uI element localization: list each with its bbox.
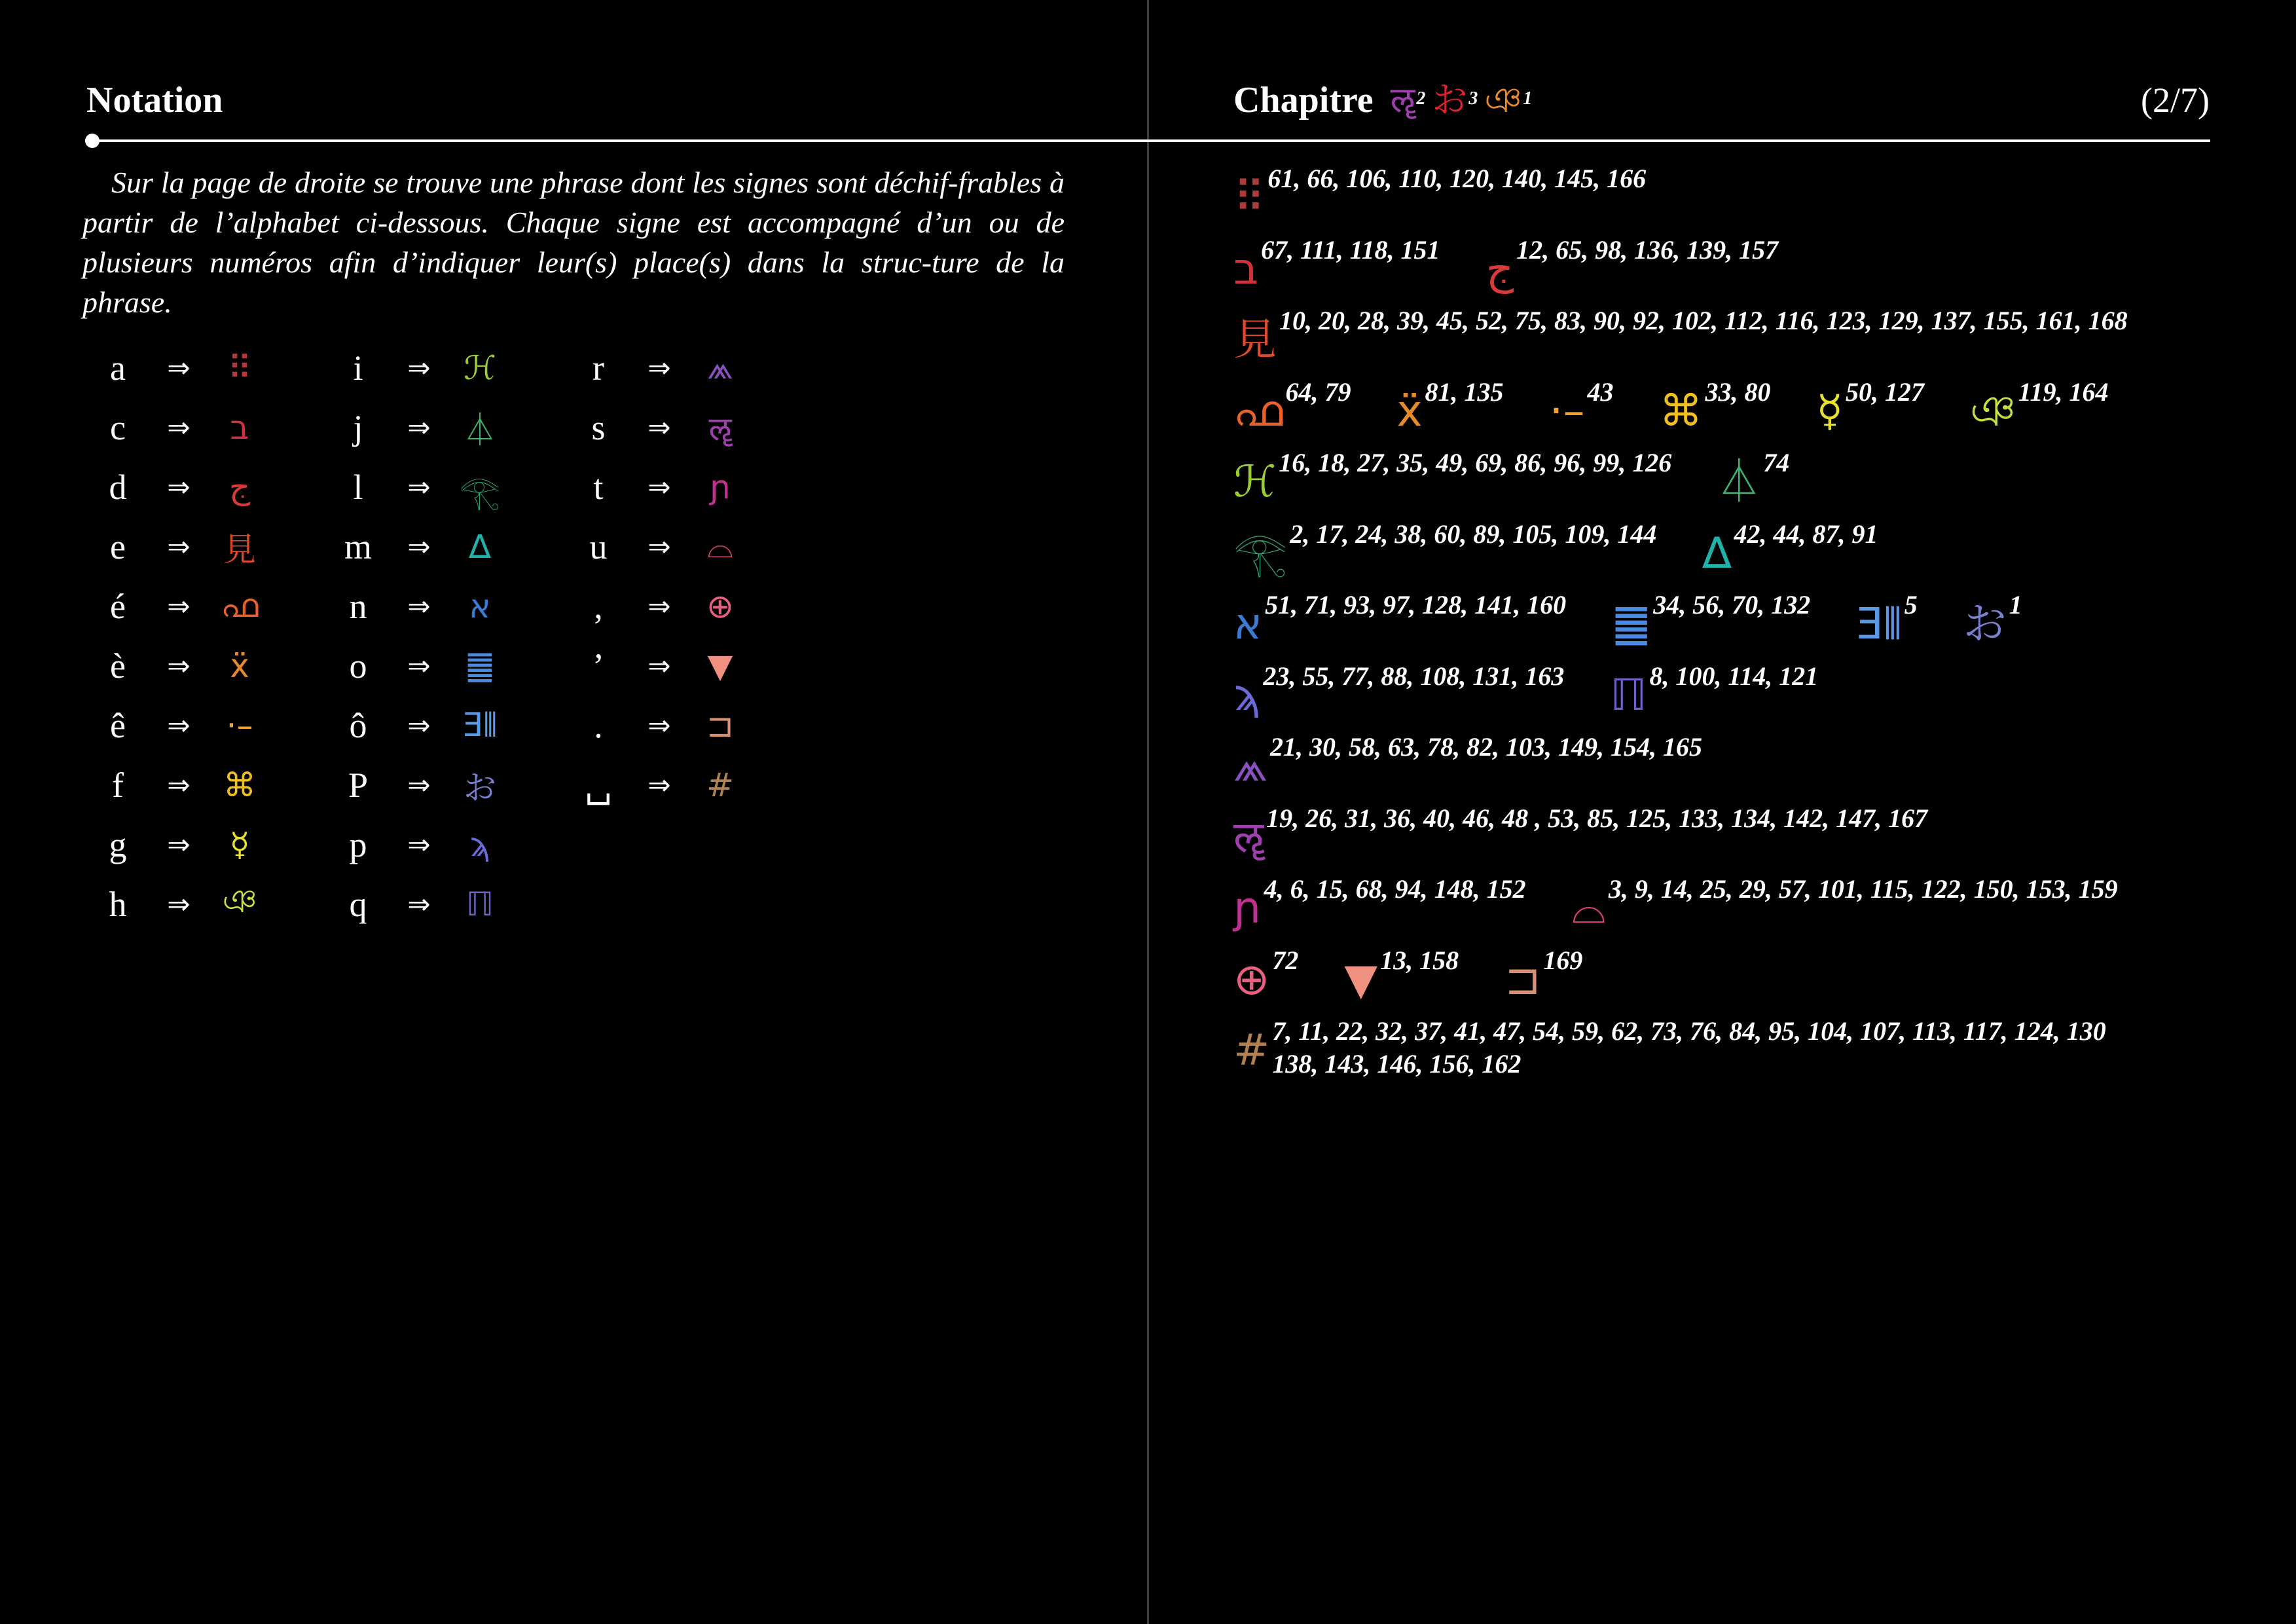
cipher-sign-icon: 𓂀 bbox=[1233, 527, 1288, 578]
arrow-icon: ⇒ bbox=[407, 411, 431, 443]
sign-positions: 50, 127 bbox=[1846, 377, 1925, 407]
cipher-sign-icon: ⌓ bbox=[1571, 883, 1606, 933]
index-entry bbox=[1817, 376, 1925, 437]
index-entry bbox=[1702, 518, 1878, 580]
index-row bbox=[1233, 447, 2215, 518]
arrow-icon: ⇒ bbox=[647, 471, 671, 503]
arrow-icon: ⇒ bbox=[407, 769, 431, 801]
alphabet-row bbox=[98, 874, 338, 934]
sign-positions: 5 bbox=[1904, 590, 1918, 619]
index-entry bbox=[1504, 944, 1582, 1006]
alphabet-letter: p bbox=[349, 824, 367, 864]
index-row bbox=[1233, 589, 2215, 660]
chapter-sign-icon: ঞ bbox=[1484, 79, 1522, 120]
alphabet-row bbox=[98, 457, 338, 517]
chapter-title: Chapitre bbox=[1233, 80, 1374, 120]
index-row bbox=[1233, 731, 2215, 802]
cipher-sign-icon: ⩕ bbox=[707, 348, 733, 386]
index-entry bbox=[1233, 234, 1440, 295]
sign-positions: 51, 71, 93, 97, 128, 141, 160 bbox=[1265, 590, 1567, 619]
index-entry bbox=[1233, 873, 1526, 934]
cipher-sign-icon: ঞ bbox=[1970, 385, 2016, 436]
alphabet-row bbox=[98, 397, 338, 457]
sign-positions: 61, 66, 106, 110, 120, 140, 145, 166 bbox=[1267, 164, 1647, 193]
cipher-sign-icon: ⌘ bbox=[1659, 385, 1703, 436]
arrow-icon: ⇒ bbox=[407, 352, 431, 384]
index-entry bbox=[1970, 376, 2109, 437]
chapter-signs bbox=[1391, 77, 1539, 130]
index-row bbox=[1233, 660, 2215, 731]
alphabet-letter: ô bbox=[349, 705, 367, 745]
cipher-sign-icon: ∆ bbox=[1702, 527, 1732, 578]
cipher-sign-icon: ɲ bbox=[1233, 883, 1262, 933]
index-entry bbox=[1717, 447, 1789, 508]
alphabet-letter: a bbox=[110, 348, 126, 388]
index-entry bbox=[1233, 944, 1298, 1006]
alphabet-letter: d bbox=[109, 467, 127, 507]
cipher-sign-icon: א bbox=[1233, 599, 1263, 649]
arrow-icon: ⇒ bbox=[647, 411, 671, 443]
sign-positions: 3, 9, 14, 25, 29, 57, 101, 115, 122, 150, 153, 159 bbox=[1608, 874, 2118, 904]
cipher-sign-icon: Ǝ⫴ bbox=[462, 706, 498, 744]
cipher-sign-icon: ẍ bbox=[1396, 385, 1423, 436]
alphabet-letter: r bbox=[592, 348, 604, 388]
cipher-sign-icon: ɲ bbox=[709, 468, 731, 506]
cipher-sign-icon: ϡ bbox=[1233, 669, 1261, 720]
cipher-sign-icon: お bbox=[1963, 599, 2007, 649]
cipher-sign-icon: ⠿ bbox=[227, 348, 252, 387]
index-entry bbox=[1233, 376, 1351, 437]
cipher-sign-icon: ⊕ bbox=[1233, 953, 1270, 1005]
alphabet-letter: s bbox=[591, 407, 606, 447]
alphabet-letter: o bbox=[349, 646, 367, 686]
sign-positions: 21, 30, 58, 63, 78, 82, 103, 149, 154, 165 bbox=[1270, 732, 1703, 762]
sign-positions: 7, 11, 22, 32, 37, 41, 47, 54, 59, 62, 73, 76, 84, 95, 104, 107, 113, 117, 124, 130 138, 143, 146, 156, 162 bbox=[1272, 1016, 2106, 1079]
sign-positions: 34, 56, 70, 132 bbox=[1653, 590, 1811, 619]
cipher-sign-icon: ☿ bbox=[229, 825, 250, 864]
cipher-sign-icon: ·– bbox=[226, 706, 253, 745]
index-entry bbox=[1660, 376, 1771, 437]
alphabet-row bbox=[338, 755, 579, 815]
rule-dot bbox=[85, 134, 100, 148]
alphabet-row bbox=[98, 636, 338, 695]
sign-positions: 42, 44, 87, 91 bbox=[1734, 519, 1878, 549]
arrow-icon: ⇒ bbox=[167, 769, 191, 801]
alphabet-letter: ␣ bbox=[585, 766, 612, 805]
index-entry bbox=[1856, 589, 1917, 650]
sign-positions: 23, 55, 77, 88, 108, 131, 163 bbox=[1263, 661, 1565, 691]
alphabet-letter: g bbox=[109, 824, 127, 864]
sign-positions: 13, 158 bbox=[1380, 945, 1459, 975]
alphabet-row bbox=[338, 338, 579, 397]
arrow-icon: ⇒ bbox=[407, 471, 431, 503]
index-entry bbox=[1233, 518, 1656, 580]
cipher-sign-icon: ䷀ bbox=[1612, 599, 1651, 649]
index-entry bbox=[1396, 376, 1503, 437]
arrow-icon: ⇒ bbox=[167, 590, 191, 622]
index-row bbox=[1233, 376, 2215, 447]
sign-positions: 72 bbox=[1272, 945, 1299, 975]
arrow-icon: ⇒ bbox=[407, 828, 431, 860]
header-rule bbox=[92, 139, 2210, 142]
cipher-sign-icon: ⠿ bbox=[1233, 172, 1266, 223]
alphabet-column bbox=[98, 338, 338, 934]
index-entry bbox=[1233, 589, 1566, 650]
cipher-sign-icon: ∆ bbox=[469, 527, 491, 566]
alphabet-letter: f bbox=[112, 765, 124, 805]
cipher-sign-icon: ב bbox=[230, 408, 249, 447]
index-row bbox=[1233, 802, 2215, 874]
alphabet-row bbox=[98, 338, 338, 397]
cipher-sign-icon: # bbox=[1233, 1025, 1270, 1075]
cipher-sign-icon: ⊕ bbox=[706, 587, 734, 625]
sign-positions: 19, 26, 31, 36, 40, 46, 48 , 53, 85, 125, 133, 134, 142, 147, 167 bbox=[1266, 803, 1928, 833]
cipher-sign-icon: ॡ bbox=[1233, 811, 1264, 862]
alphabet-letter: P bbox=[348, 765, 369, 805]
cipher-sign-icon: # bbox=[706, 766, 734, 804]
arrow-icon: ⇒ bbox=[167, 709, 191, 741]
chapter-sign-icon: お bbox=[1432, 79, 1468, 120]
index-entry bbox=[1963, 589, 2022, 650]
chapter-sign-count: 2 bbox=[1416, 88, 1426, 109]
sign-positions: 43 bbox=[1587, 377, 1614, 407]
cipher-sign-icon: ℿ bbox=[1610, 669, 1647, 720]
alphabet-row bbox=[338, 517, 579, 576]
cipher-sign-icon: ⊐ bbox=[1504, 953, 1541, 1005]
alphabet-column bbox=[338, 338, 579, 934]
cipher-sign-icon: ഫ bbox=[221, 587, 259, 625]
alphabet-row bbox=[579, 338, 819, 397]
index-entry bbox=[1233, 731, 1702, 792]
index-entry bbox=[1233, 304, 2128, 366]
chapter-sign-icon: ॡ bbox=[1390, 79, 1415, 120]
index-entry bbox=[1233, 660, 1564, 722]
alphabet-letter: e bbox=[110, 526, 126, 566]
alphabet-row bbox=[98, 755, 338, 815]
alphabet-letter: t bbox=[593, 467, 604, 507]
cipher-sign-icon: ॡ bbox=[708, 409, 732, 448]
cipher-sign-icon: ⌘ bbox=[223, 766, 256, 804]
sign-positions: 12, 65, 98, 136, 139, 157 bbox=[1516, 234, 1779, 265]
alphabet-letter: é bbox=[110, 586, 126, 626]
cipher-sign-icon: ▼ bbox=[1344, 953, 1378, 1005]
cipher-sign-icon: ϡ bbox=[469, 825, 490, 864]
sign-positions: 10, 20, 28, 39, 45, 52, 75, 83, 90, 92, 102, 112, 116, 123, 129, 137, 155, 161, 168 bbox=[1279, 306, 2128, 335]
cipher-sign-icon: お bbox=[464, 768, 496, 807]
alphabet-letter: è bbox=[110, 646, 126, 686]
sign-positions: 1 bbox=[2009, 590, 2022, 619]
arrow-icon: ⇒ bbox=[167, 828, 191, 860]
alphabet-letter: . bbox=[594, 705, 603, 745]
cipher-sign-icon: ഫ bbox=[1233, 385, 1283, 436]
sign-positions: 8, 100, 114, 121 bbox=[1649, 661, 1819, 691]
arrow-icon: ⇒ bbox=[167, 530, 191, 563]
arrow-icon: ⇒ bbox=[167, 650, 191, 682]
sign-positions: 74 bbox=[1763, 448, 1790, 477]
alphabet-row bbox=[338, 576, 579, 636]
index-entry bbox=[1486, 234, 1779, 295]
cipher-sign-icon: ঞ bbox=[222, 882, 257, 920]
arrow-icon: ⇒ bbox=[647, 769, 671, 801]
cipher-sign-icon: ج bbox=[228, 468, 251, 506]
cipher-sign-icon: 見 bbox=[1233, 314, 1277, 365]
alphabet-letter: n bbox=[349, 586, 367, 626]
arrow-icon: ⇒ bbox=[407, 709, 431, 741]
index-entry bbox=[1572, 873, 2118, 934]
arrow-icon: ⇒ bbox=[167, 352, 191, 384]
arrow-icon: ⇒ bbox=[647, 352, 671, 384]
arrow-icon: ⇒ bbox=[647, 590, 671, 622]
sign-positions: 2, 17, 24, 38, 60, 89, 105, 109, 144 bbox=[1290, 519, 1657, 549]
index-entry bbox=[1233, 802, 1927, 864]
left-page-title: Notation bbox=[86, 80, 223, 120]
index-row bbox=[1233, 162, 2215, 234]
alphabet-row bbox=[579, 517, 819, 576]
alphabet-letter: j bbox=[353, 407, 363, 447]
alphabet-row bbox=[338, 695, 579, 755]
index-row bbox=[1233, 518, 2215, 589]
alphabet-row bbox=[338, 815, 579, 874]
alphabet-letter: h bbox=[109, 884, 127, 924]
cipher-sign-icon: Ǝ⫴ bbox=[1856, 599, 1902, 649]
index-entry bbox=[1344, 944, 1459, 1006]
sign-positions: 33, 80 bbox=[1705, 377, 1771, 407]
sign-positions: 64, 79 bbox=[1285, 377, 1351, 407]
sign-positions: 16, 18, 27, 35, 49, 69, 86, 96, 99, 126 bbox=[1279, 448, 1672, 477]
alphabet-row bbox=[579, 576, 819, 636]
index-entry bbox=[1233, 447, 1671, 508]
alphabet-letter: u bbox=[589, 526, 608, 566]
cipher-sign-icon: א bbox=[469, 587, 491, 625]
sign-positions: 169 bbox=[1543, 945, 1583, 975]
index-entry bbox=[1610, 660, 1818, 722]
arrow-icon: ⇒ bbox=[407, 590, 431, 622]
alphabet-row bbox=[98, 576, 338, 636]
cipher-sign-icon: ℋ bbox=[1233, 456, 1277, 507]
alphabet-letter: ’ bbox=[592, 646, 604, 686]
alphabet-row bbox=[338, 397, 579, 457]
chapter-header bbox=[1233, 77, 1539, 130]
arrow-icon: ⇒ bbox=[647, 530, 671, 563]
alphabet-letter: ê bbox=[110, 705, 126, 745]
alphabet-letter: c bbox=[110, 407, 126, 447]
arrow-icon: ⇒ bbox=[407, 530, 431, 563]
cipher-sign-icon: 見 bbox=[223, 530, 256, 568]
intro-paragraph: Sur la page de droite se trouve une phrase dont les signes sont déchif-frables à partir de l’alphabet ci-dessous. Chaque signe est accompagné d’un ou de plusieurs numéros afin d’indiquer leur(s) place(s) dans la struc-ture de la phrase. bbox=[82, 166, 1065, 319]
cipher-sign-icon: ẍ bbox=[230, 646, 249, 685]
alphabet-row bbox=[98, 815, 338, 874]
sign-positions: 81, 135 bbox=[1425, 377, 1504, 407]
alphabet-row bbox=[98, 517, 338, 576]
cipher-sign-icon: ·– bbox=[1549, 385, 1585, 436]
index-row bbox=[1233, 873, 2215, 944]
index-row bbox=[1233, 1015, 2215, 1080]
chapter-sign-count: 1 bbox=[1523, 88, 1533, 109]
cipher-sign-icon: ج bbox=[1485, 243, 1514, 294]
index-row bbox=[1233, 304, 2215, 376]
alphabet-letter: , bbox=[594, 586, 603, 626]
cipher-sign-icon: ⏃ bbox=[464, 411, 496, 449]
alphabet-column bbox=[579, 338, 819, 934]
page-number: (2/7) bbox=[2141, 81, 2210, 120]
sign-index bbox=[1233, 162, 2215, 1080]
cipher-sign-icon: ⩕ bbox=[1233, 741, 1268, 791]
alphabet-row bbox=[579, 636, 819, 695]
cipher-sign-icon: ䷀ bbox=[465, 646, 495, 685]
cipher-sign-icon: ⏃ bbox=[1717, 456, 1761, 507]
arrow-icon: ⇒ bbox=[647, 650, 671, 682]
alphabet-row bbox=[579, 397, 819, 457]
cipher-sign-icon: ☿ bbox=[1816, 385, 1844, 436]
cipher-sign-icon: 𓂀 bbox=[459, 472, 501, 511]
index-entry bbox=[1233, 1015, 2106, 1080]
alphabet-letter: m bbox=[344, 526, 372, 566]
alphabet-row bbox=[338, 636, 579, 695]
alphabet-letter: q bbox=[349, 884, 367, 924]
sign-positions: 67, 111, 118, 151 bbox=[1261, 234, 1440, 265]
alphabet-row bbox=[338, 457, 579, 517]
alphabet-row bbox=[98, 695, 338, 755]
index-entry bbox=[1612, 589, 1810, 650]
index-entry bbox=[1550, 376, 1614, 437]
cipher-sign-icon: ב bbox=[1233, 243, 1259, 294]
index-row bbox=[1233, 234, 2215, 305]
arrow-icon: ⇒ bbox=[407, 650, 431, 682]
arrow-icon: ⇒ bbox=[407, 888, 431, 920]
alphabet-row bbox=[338, 874, 579, 934]
arrow-icon: ⇒ bbox=[647, 709, 671, 741]
arrow-icon: ⇒ bbox=[167, 411, 191, 443]
alphabet-row bbox=[579, 755, 819, 815]
arrow-icon: ⇒ bbox=[167, 888, 191, 920]
index-entry bbox=[1233, 162, 1646, 224]
alphabet-row bbox=[579, 695, 819, 755]
cipher-sign-icon: ⊐ bbox=[706, 706, 734, 745]
sign-positions: 119, 164 bbox=[2018, 377, 2109, 407]
alphabet-table bbox=[98, 338, 819, 934]
cipher-sign-icon: ℋ bbox=[464, 348, 496, 387]
arrow-icon: ⇒ bbox=[167, 471, 191, 503]
cipher-sign-icon: ⌓ bbox=[707, 527, 733, 565]
alphabet-letter: i bbox=[353, 348, 363, 388]
sign-positions: 4, 6, 15, 68, 94, 148, 152 bbox=[1264, 874, 1526, 904]
index-row bbox=[1233, 944, 2215, 1016]
cipher-sign-icon: ▼ bbox=[707, 646, 733, 685]
cipher-sign-icon: ℿ bbox=[465, 885, 494, 923]
page-gutter bbox=[1147, 0, 1149, 1624]
alphabet-letter: l bbox=[353, 467, 363, 507]
alphabet-row bbox=[579, 457, 819, 517]
chapter-sign-count: 3 bbox=[1468, 88, 1478, 109]
